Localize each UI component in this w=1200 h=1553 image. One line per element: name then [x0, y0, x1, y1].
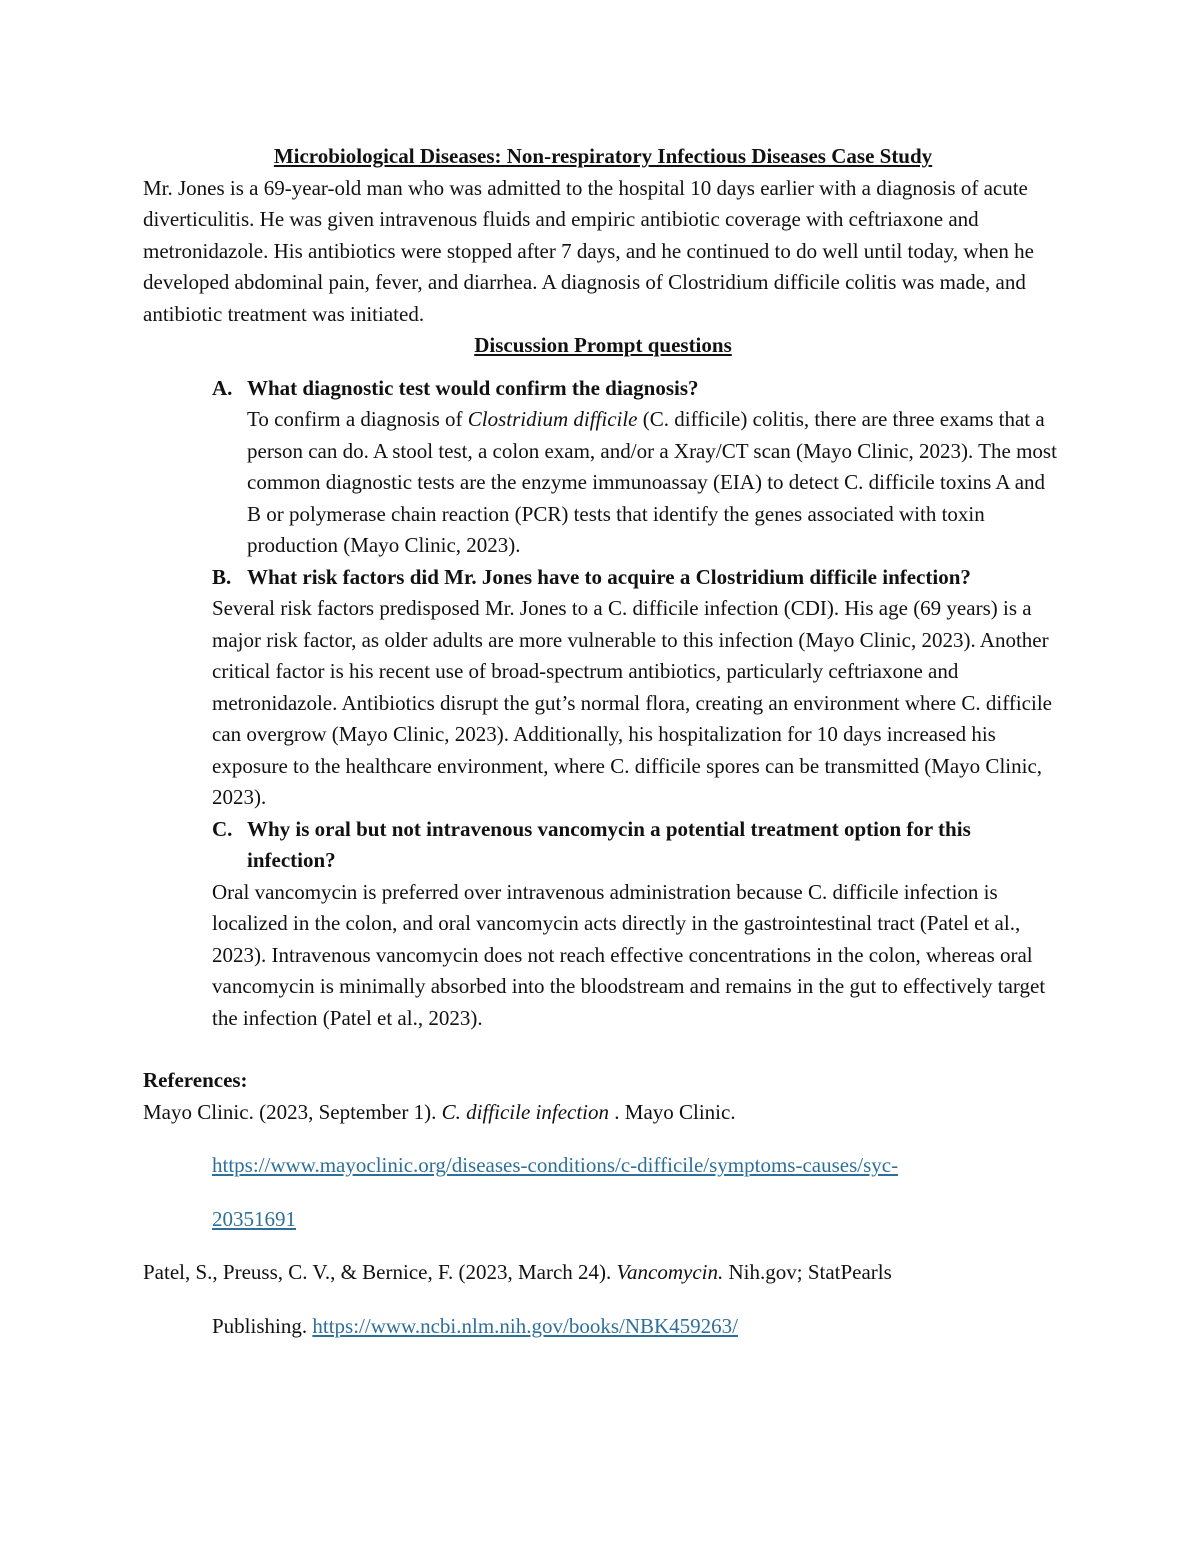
question-c-letter: C. — [212, 816, 233, 841]
reference-mayo — [143, 1097, 1063, 1129]
document-title: Microbiological Diseases: Non-respiratory Infectious Diseases Case Study — [273, 144, 933, 168]
reference-mayo-link-cont[interactable]: 20351691 — [212, 1206, 296, 1231]
reference-mayo-pre: Mayo Clinic. (2023, September 1). — [143, 1099, 442, 1124]
reference-patel-post: Nih.gov; StatPearls — [723, 1260, 892, 1284]
discussion-heading: Discussion Prompt questions — [474, 333, 732, 357]
answer-a-italic: Clostridium difficile — [467, 407, 638, 431]
answer-c: Oral vancomycin is preferred over intravenous administration because C. difficile infection is localized in the colon, and oral vancomycin acts directly in the gastrointestinal tract (Patel et al., 2023). Intravenous vancomycin does not reach effective concentrations in the colon, whereas oral vancomycin is minimally absorbed into the bloodstream and remains in the gut to effectively target the infection (Patel et al., 2023). — [212, 879, 1046, 1030]
case-intro: Mr. Jones is a 69-year-old man who was admitted to the hospital 10 days earlier with a diagnosis of acute diverticulitis. He was given intravenous fluids and empiric antibiotic coverage with ceftriaxone and metronidazole. His antibiotics were stopped after 7 days, and he continued to do well until today, when he developed abdominal pain, fever, and diarrhea. A diagnosis of Clostridium difficile colitis was made, and antibiotic treatment was initiated. — [143, 175, 1034, 326]
reference-patel-publisher: Publishing. — [212, 1313, 313, 1338]
reference-patel-link[interactable]: https://www.ncbi.nlm.nih.gov/books/NBK459263/ — [312, 1313, 739, 1338]
references-heading: References: — [143, 1068, 248, 1092]
document-body — [143, 141, 1063, 1342]
reference-mayo-post: . Mayo Clinic. — [609, 1099, 736, 1124]
answer-a-pre: To confirm a diagnosis of — [247, 407, 468, 431]
reference-mayo-link-line-2 — [143, 1204, 1063, 1236]
reference-mayo-link[interactable]: https://www.mayoclinic.org/diseases-conditions/c-difficile/symptoms-causes/syc- — [212, 1153, 899, 1177]
reference-patel — [143, 1257, 1063, 1289]
question-c — [143, 814, 1063, 877]
question-a-text: What diagnostic test would confirm the diagnosis? — [247, 375, 699, 400]
question-b — [143, 562, 1063, 594]
reference-patel-title: Vancomycin. — [616, 1260, 724, 1284]
question-a — [143, 373, 1063, 405]
question-c-text: Why is oral but not intravenous vancomycin a potential treatment option for this infection? — [247, 816, 971, 872]
reference-mayo-link-line-1 — [143, 1150, 1063, 1182]
reference-mayo-title: C. difficile infection — [441, 1099, 610, 1124]
reference-patel-pre: Patel, S., Preuss, C. V., & Bernice, F. (2023, March 24). — [143, 1260, 617, 1284]
answer-a-post: (C. difficile) colitis, there are three exams that a person can do. A stool test, a colon exam, and/or a Xray/CT scan (Mayo Clinic, 2023). The most common diagnostic tests are the enzyme immunoassay (EIA) to detect C. difficile toxins A and B or polymerase chain reaction (PCR) tests that identify the genes associated with toxin production (Mayo Clinic, 2023). — [247, 407, 1057, 557]
answer-a — [143, 404, 1063, 562]
question-a-letter: A. — [212, 375, 233, 400]
question-b-letter: B. — [212, 564, 232, 589]
reference-patel-cont — [143, 1311, 1063, 1343]
question-b-text: What risk factors did Mr. Jones have to acquire a Clostridium difficile infection? — [247, 564, 971, 589]
answer-b: Several risk factors predisposed Mr. Jones to a C. difficile infection (CDI). His age (69 years) is a major risk factor, as older adults are more vulnerable to this infection (Mayo Clinic, 2023). Another critical factor is his recent use of broad-spectrum antibiotics, particularly ceftriaxone and metronidazole. Antibiotics disrupt the gut’s normal flora, creating an environment where C. difficile can overgrow (Mayo Clinic, 2023). Additionally, his hospitalization for 10 days increased his exposure to the healthcare environment, where C. difficile spores can be transmitted (Mayo Clinic, 2023). — [212, 596, 1052, 809]
